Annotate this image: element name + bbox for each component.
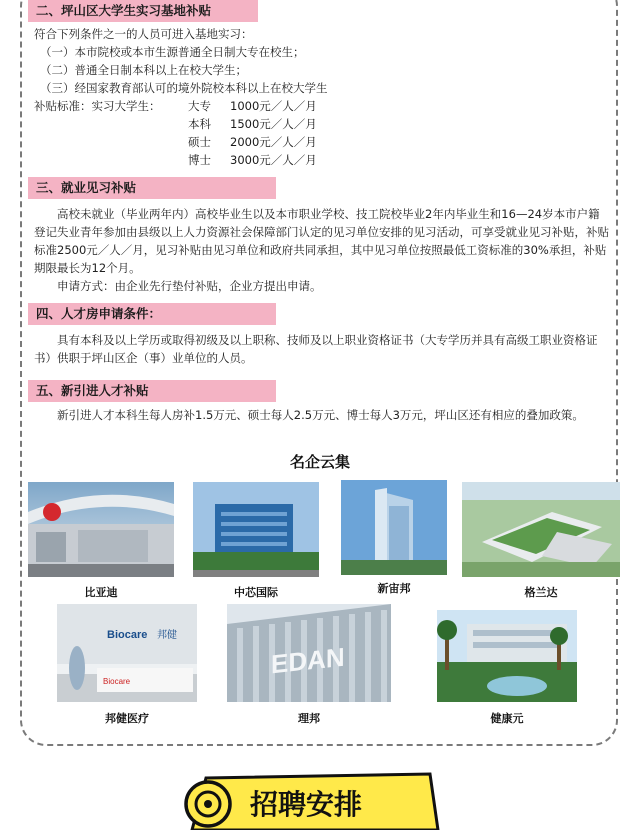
edan-logo-text: EDAN [271,641,345,680]
biocare-logo-cn: 邦健 [157,630,177,641]
company-photo-byd [28,482,174,577]
company-photo-granda [462,482,620,577]
company-name-smic: 中芯国际 [234,586,278,599]
rate-level: 博士 [188,153,211,167]
section-header-new-talent: 五、新引进人才补贴 [28,380,276,402]
company-name-biocare: 邦健医疗 [105,712,149,725]
new-talent-text: 新引进人才本科生每人房补1.5万元、硕士每人2.5万元、博士每人3万元，坪山区还有相应的叠加政策。 [57,408,584,422]
recruitment-banner [172,772,440,830]
rate-row [188,97,317,115]
internship-item-2: （二）普通全日制本科以上在校大学生； [40,63,247,77]
company-photo-edan [227,604,391,702]
internship-item-3: （三）经国家教育部认可的境外院校本科以上在校大学生 [40,81,328,95]
traineeship-body [34,205,610,295]
banner-label: 招聘安排 [250,788,363,821]
traineeship-text: 高校未就业（毕业两年内）高校毕业生以及本市职业学校、技工院校毕业2年内毕业生和16—24岁本市户籍登记失业青年参加由县级以上人力资源社会保障部门认定的见习单位安排的见习活动，可享受就业见习补贴，补贴标准2500元／人／月，见习补贴由见习单位和政府共同承担，其中见习单位按照最低工资标准的30%承担，补贴期限最长为12个月。 [34,207,609,275]
company-name-edan: 理邦 [298,712,320,725]
companies-title: 名企云集 [289,453,350,471]
talent-housing-body [34,331,610,367]
section-header-internship: 二、坪山区大学生实习基地补贴 [28,0,258,22]
rate-amount: 2000元／人／月 [230,135,317,149]
rate-level: 硕士 [188,135,211,149]
new-talent-body [34,406,610,424]
section-header-talent-housing: 四、人才房申请条件： [28,303,276,325]
rate-amount: 1500元／人／月 [230,117,317,131]
biocare-logo-text: Biocare [107,629,148,641]
biocare-desk-mark: Biocare [103,677,131,686]
company-photo-capchem [341,480,447,575]
company-name-joincare: 健康元 [490,712,524,725]
traineeship-apply: 申请方式：由企业先行垫付补贴，企业方提出申请。 [57,279,322,293]
internship-item-1: （一）本市院校或本市生源普通全日制大专在校生； [40,45,305,59]
company-name-capchem: 新宙邦 [377,582,411,595]
section-header-traineeship: 三、就业见习补贴 [28,177,276,199]
rate-level: 大专 [188,99,211,113]
company-photo-smic [193,482,319,577]
company-name-byd: 比亚迪 [84,586,118,599]
rate-row [188,151,317,169]
company-photo-joincare [437,610,577,702]
internship-intro: 符合下列条件之一的人员可进入基地实习： [34,27,253,41]
company-photo-biocare [57,604,197,702]
rate-amount: 3000元／人／月 [230,153,317,167]
rate-amount: 1000元／人／月 [230,99,317,113]
company-name-granda: 格兰达 [524,586,558,599]
internship-standard-label: 补贴标准：实习大学生： [34,99,161,113]
rate-level: 本科 [188,117,211,131]
rate-row [188,115,317,133]
talent-housing-text: 具有本科及以上学历或取得初级及以上职称、技师及以上职业资格证书（大专学历并具有高级工职业资格证书）供职于坪山区企（事）业单位的人员。 [34,333,598,365]
rate-row [188,133,317,151]
